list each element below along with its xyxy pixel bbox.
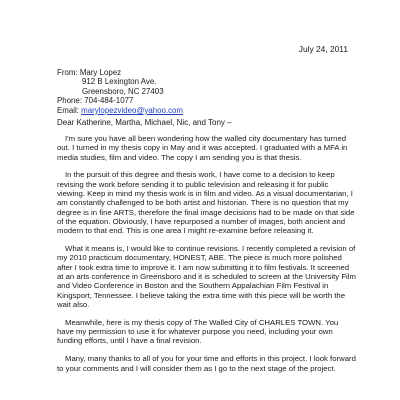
letter-body xyxy=(57,134,357,382)
sender-name-row xyxy=(57,68,183,77)
sender-address-line2: Greensboro, NC 27403 xyxy=(82,86,164,96)
sender-name: Mary Lopez xyxy=(79,68,122,77)
sender-block xyxy=(57,68,183,115)
body-paragraph-2: In the pursuit of this degree and thesis work, I have come to a decision to keep revising the work before sending it to public television and releasing it for public viewing. Keep in mind my thesis work is in film and video. As a visual documentarian, I am constantly challenged to be both artist and historian. There is no question that my degree is in fine ARTS, therefore the final image decisions had to be made on that side of the equation. Obviously, I have repurposed a number of images, both ancient and modern to that end. This is one area I might re-examine before releasing it. xyxy=(57,170,355,236)
body-paragraph-1: I'm sure you have all been wondering how the walled city documentary has turned out. I turned in my thesis copy in May and it was accepted. I graduated with a MFA in media studies, film and video. The copy I am sending you is that thesis. xyxy=(57,134,348,162)
from-label: From: xyxy=(57,68,78,77)
letter-date: July 24, 2011 xyxy=(298,44,348,54)
sender-address-line1: 912 B Lexington Ave. xyxy=(82,77,157,87)
body-paragraph-5: Many, many thanks to all of you for your time and efforts in this project. I look forward to your comments and I will consider them as I go to the next stage of the project. xyxy=(57,354,356,373)
salutation: Dear Katherine, Martha, Michael, Nic, and Tony – xyxy=(57,118,232,127)
email-label: Email: xyxy=(57,105,79,115)
body-paragraph-4: Meanwhile, here is my thesis copy of The Walled City of CHARLES TOWN. You have my permission to use it for whatever purpose you need, including your own funding efforts, until I have a final revision. xyxy=(57,317,339,346)
phone-label: Phone: xyxy=(57,96,83,106)
sender-email-link[interactable]: marylopezvideo@yahoo.com xyxy=(81,105,184,115)
sender-phone-row xyxy=(57,96,183,105)
sender-phone: 704-484-1077 xyxy=(84,96,134,106)
sender-email-row xyxy=(57,106,183,115)
body-paragraph-3: What it means is, I would like to continue revisions. I recently completed a revision of my 2010 practicum documentary, HONEST, ABE. The piece is much more polished after I took extra time to improve it. I am now submitting it to film festivals. It screened at an arts conference in Greensboro and it is scheduled to screen at the University Film and Video Conference in Boston and the Southern Appalachian Film Festival in Kingsport, Tennessee. I believe taking the extra time with this piece will be worth the wait also. xyxy=(57,244,356,309)
